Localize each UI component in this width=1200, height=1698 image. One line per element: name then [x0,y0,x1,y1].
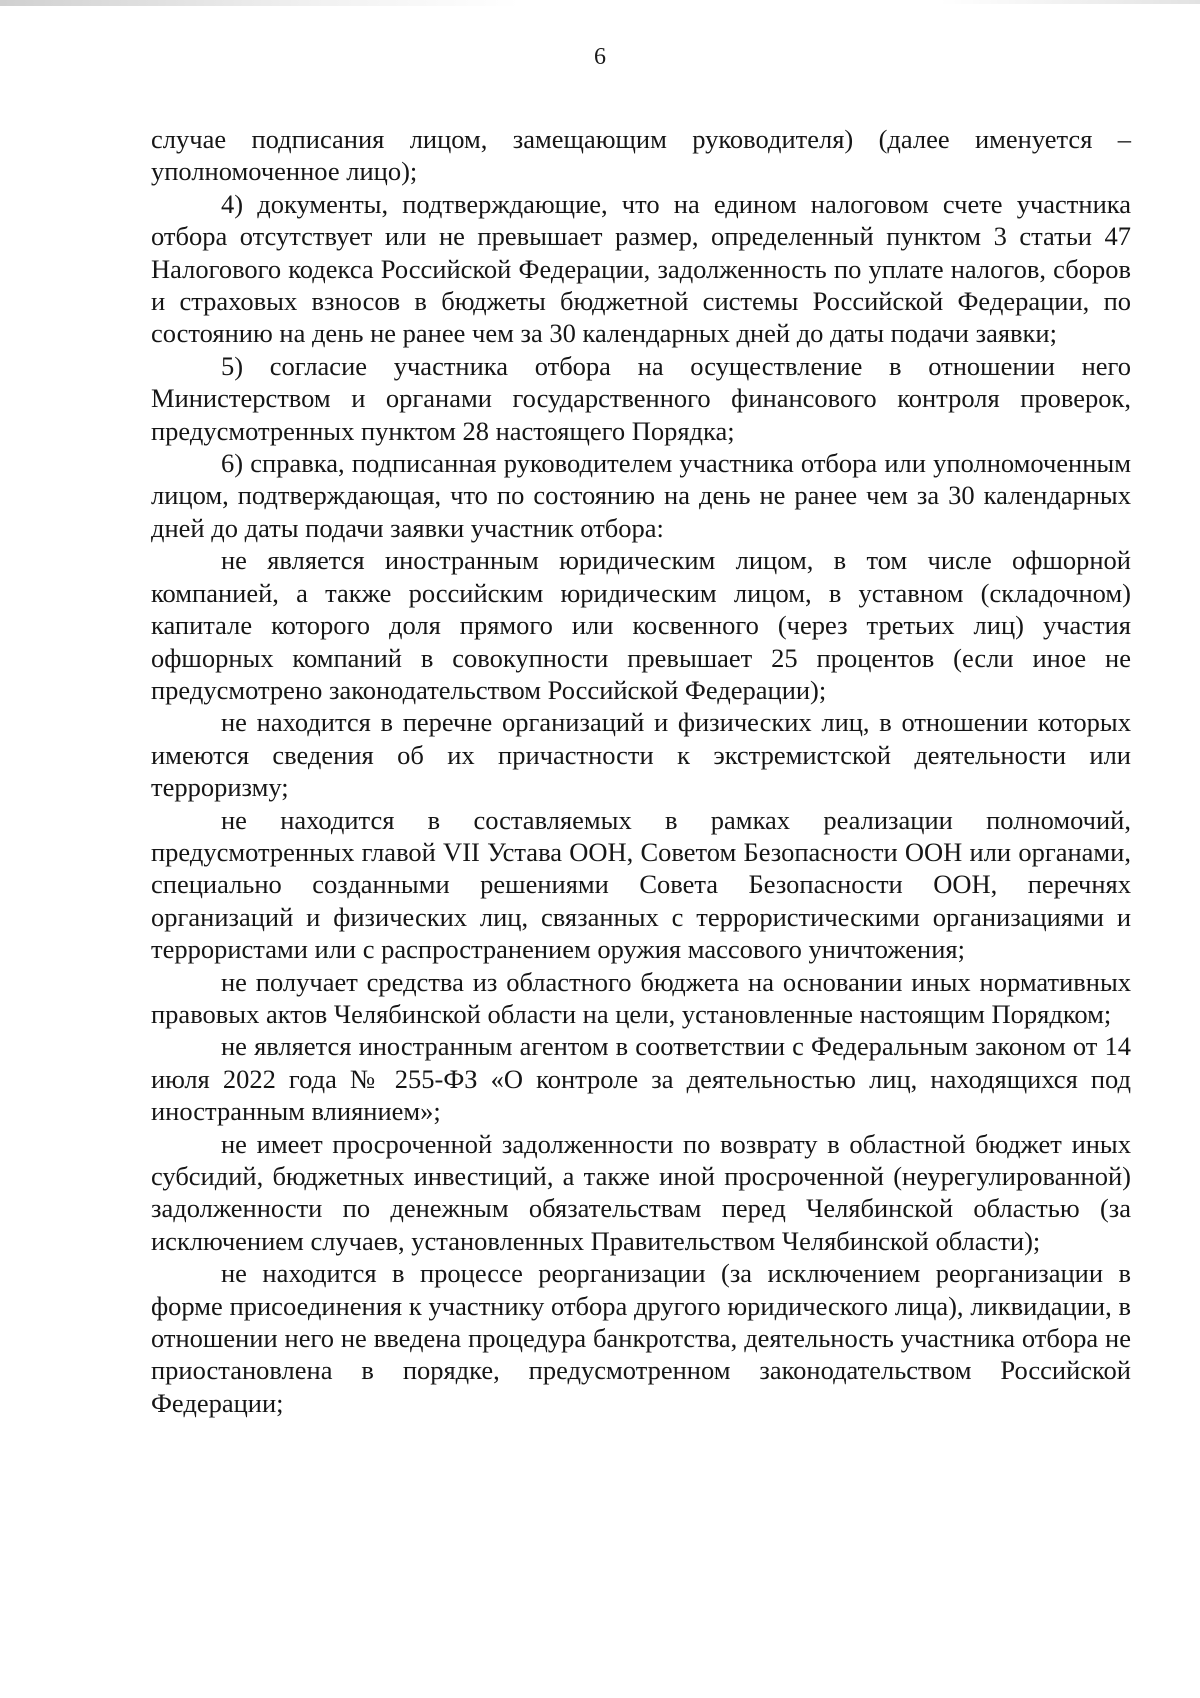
document-body [151,123,1131,1419]
paragraph-condition-overdue-debt: не имеет просроченной задолженности по возврату в областной бюджет иных субсидий, бюджетных инвестиций, а также иной просроченной (неурегулированной) задолженности по денежным обязательствам перед Челябинской областью (за исключением случаев, установленных Правительством Челябинской области); [151,1128,1131,1256]
paragraph-condition-foreign-agent: не является иностранным агентом в соответствии с Федеральным законом от 14 июля 2022 года № 255-ФЗ «О контроле за деятельностью лиц, находящихся под иностранным влиянием»; [151,1031,1131,1127]
paragraph-item-4: 4) документы, подтверждающие, что на едином налоговом счете участника отбора отсутствует или не превышает размер, определенный пунктом 3 статьи 47 Налогового кодекса Российской Федерации, задолженность по уплате налогов, сборов и страховых взносов в бюджеты бюджетной системы Российской Федерации, по состоянию на день не ранее чем за 30 календарных дней до даты подачи заявки; [151,188,1131,349]
paragraph-item-5: 5) согласие участника отбора на осуществление в отношении него Министерством и органами государственного финансового контроля проверок, предусмотренных пунктом 28 настоящего Порядка; [151,350,1131,446]
paragraph-item-6: 6) справка, подписанная руководителем участника отбора или уполномоченным лицом, подтверждающая, что по состоянию на день не ранее чем за 30 календарных дней до даты подачи заявки участник отбора: [151,448,1131,543]
paragraph-condition-offshore: не является иностранным юридическим лицом, в том числе офшорной компанией, а также российским юридическим лицом, в уставном (складочном) капитале которого доля прямого или косвенного (через третьих лиц) участия офшорных компаний в совокупности превышает 25 процентов (если иное не предусмотрено законодательством Российской Федерации); [151,545,1131,705]
paragraph-condition-regional-budget: не получает средства из областного бюджета на основании иных нормативных правовых актов Челябинской области на цели, установленные настоящим Порядком; [151,966,1131,1029]
paragraph-condition-un-lists: не находится в составляемых в рамках реализации полномочий, предусмотренных главой VII Устава ООН, Советом Безопасности ООН или органами, специально созданными решениями Совета Безопасности ООН, перечнях организаций и физических лиц, связанных с террористическими организациями и террористами или с распространением оружия массового уничтожения; [151,804,1131,965]
paragraph-condition-extremism: не находится в перечне организаций и физических лиц, в отношении которых имеются сведения об их причастности к экстремистской деятельности или терроризму; [151,707,1131,803]
paragraph-condition-reorganization: не находится в процессе реорганизации (за исключением реорганизации в форме присоединения к участнику отбора другого юридического лица), ликвидации, в отношении него не введена процедура банкротства, деятельность участника отбора не приостановлена в порядке, предусмотренном законодательством Российской Федерации; [151,1258,1131,1418]
page-number: 6 [594,44,606,70]
paragraph-continuation: случае подписания лицом, замещающим руководителя) (далее именуется – уполномоченное лицо); [151,124,1131,187]
scan-edge-shadow [0,0,520,6]
scan-edge-shadow-right [940,0,1200,4]
